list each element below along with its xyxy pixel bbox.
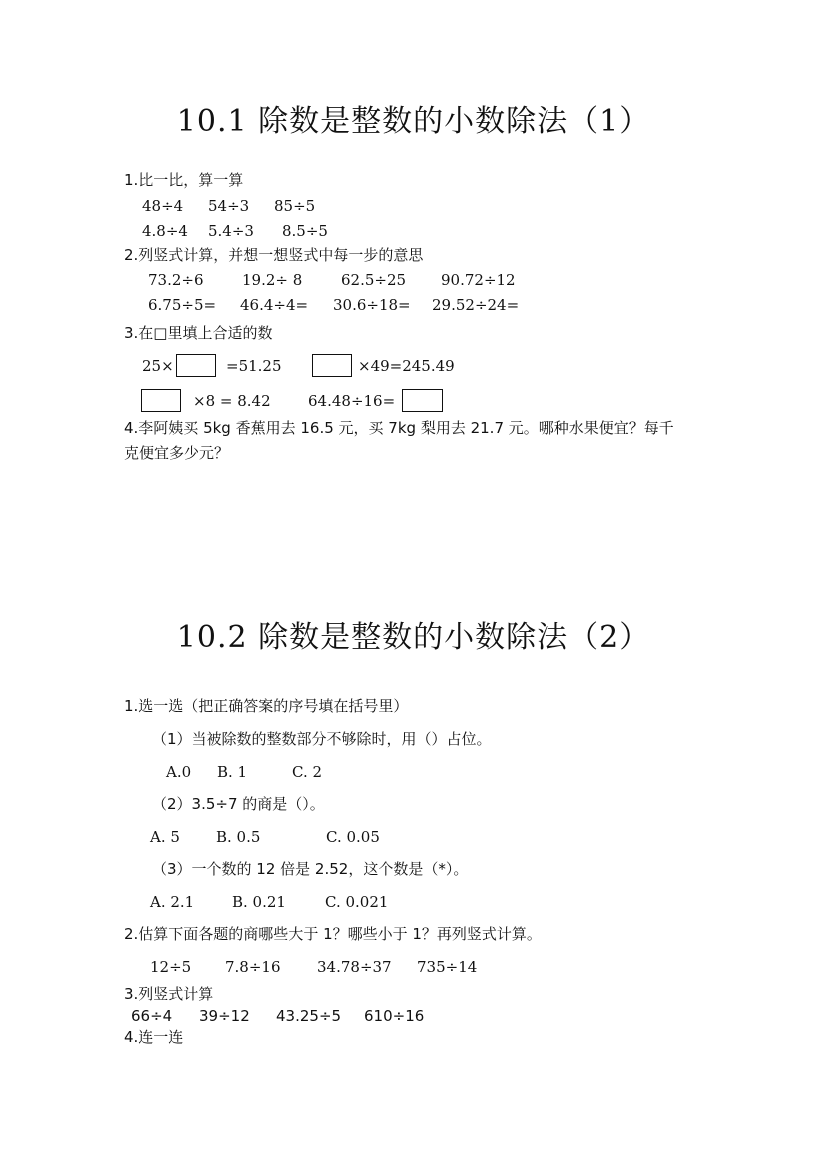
s1-q2-heading: 2.列竖式计算，并想一想竖式中每一步的意思	[124, 246, 424, 264]
s1-q3-eq3-suffix: ×8 = 8.42	[193, 392, 271, 410]
s2-q1-sub3: （3）一个数的 12 倍是 2.52，这个数是（*）。	[152, 860, 469, 878]
answer-box[interactable]	[312, 354, 352, 377]
s2-q1-heading: 1.选一选（把正确答案的序号填在括号里）	[124, 697, 409, 715]
s2-q2-item: 735÷14	[417, 958, 478, 976]
option: C. 0.05	[326, 828, 380, 846]
s1-q4-line2: 克便宜多少元？	[124, 444, 230, 462]
s2-q3-item: 39÷12	[199, 1007, 250, 1025]
option: A.0	[166, 763, 192, 781]
option: A. 2.1	[150, 893, 195, 911]
option: C. 2	[292, 763, 323, 781]
s1-q2-item: 62.5÷25	[341, 271, 407, 289]
option: B. 0.5	[216, 828, 261, 846]
s1-q2-item: 46.4÷4=	[240, 296, 309, 314]
option: B. 1	[217, 763, 248, 781]
s2-q4-heading: 4.连一连	[124, 1028, 184, 1046]
s1-q3-eq1-prefix: 25×	[142, 357, 174, 375]
s1-q2-item: 29.52÷24=	[432, 296, 520, 314]
s2-q1-sub1: （1）当被除数的整数部分不够除时，用（）占位。	[152, 730, 492, 748]
s2-q3-item: 66÷4	[131, 1007, 173, 1025]
s1-q1-item: 4.8÷4	[142, 222, 188, 240]
s2-q2-item: 7.8÷16	[225, 958, 281, 976]
option: B. 0.21	[232, 893, 286, 911]
s1-q3-eq1-suffix: =51.25	[226, 357, 282, 375]
s1-q1-item: 5.4÷3	[208, 222, 254, 240]
s1-q3-heading: 3.在□里填上合适的数	[124, 324, 273, 342]
section2-title: 10.2 除数是整数的小数除法（2）	[176, 620, 651, 655]
s1-q1-item: 85÷5	[274, 197, 316, 215]
s1-q1-item: 48÷4	[142, 197, 184, 215]
s2-q2-item: 12÷5	[150, 958, 192, 976]
s2-q3-heading: 3.列竖式计算	[124, 985, 214, 1003]
option: C. 0.021	[325, 893, 389, 911]
s1-q3-eq4-prefix: 64.48÷16=	[308, 392, 396, 410]
s1-q1-item: 54÷3	[208, 197, 250, 215]
s2-q3-item: 610÷16	[364, 1007, 425, 1025]
s2-q3-item: 43.25÷5	[276, 1007, 342, 1025]
answer-box[interactable]	[141, 389, 181, 412]
s1-q1-heading: 1.比一比，算一算	[124, 171, 244, 189]
s1-q2-item: 73.2÷6	[148, 271, 204, 289]
s1-q3-eq2-suffix: ×49=245.49	[358, 357, 455, 375]
section1-title: 10.1 除数是整数的小数除法（1）	[176, 104, 651, 139]
s1-q4-line1: 4.李阿姨买 5kg 香蕉用去 16.5 元，买 7kg 梨用去 21.7 元。哪种水果便宜？每千	[124, 419, 674, 437]
s1-q2-item: 6.75÷5=	[148, 296, 217, 314]
s1-q2-item: 30.6÷18=	[333, 296, 411, 314]
s1-q1-item: 8.5÷5	[282, 222, 328, 240]
answer-box[interactable]	[402, 389, 443, 412]
s2-q1-sub2: （2）3.5÷7 的商是（）。	[152, 795, 325, 813]
s2-q2-item: 34.78÷37	[317, 958, 392, 976]
s1-q2-item: 19.2÷ 8	[242, 271, 303, 289]
s2-q2-heading: 2.估算下面各题的商哪些大于 1？哪些小于 1？再列竖式计算。	[124, 925, 542, 943]
s1-q2-item: 90.72÷12	[441, 271, 516, 289]
option: A. 5	[150, 828, 180, 846]
answer-box[interactable]	[176, 354, 216, 377]
